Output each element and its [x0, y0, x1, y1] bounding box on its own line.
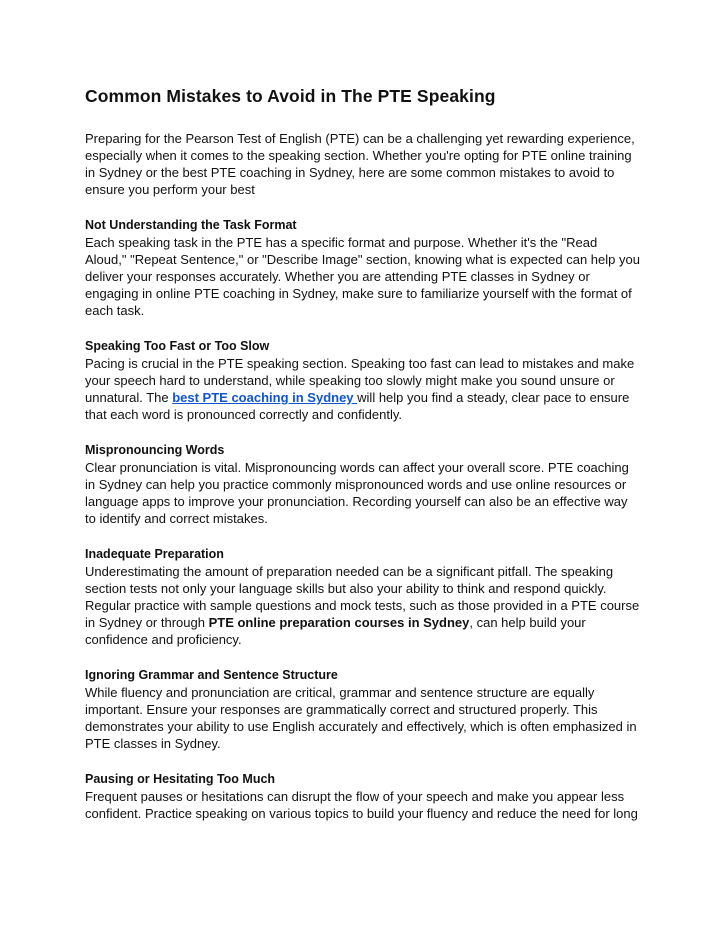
section-heading: Not Understanding the Task Format: [85, 218, 297, 232]
section-heading: Inadequate Preparation: [85, 547, 224, 561]
section-body-text: , can help build your confidence and proficiency.: [85, 615, 586, 647]
section-body: [85, 563, 640, 648]
intro-paragraph: Preparing for the Pearson Test of English (PTE) can be a challenging yet rewarding experience, especially when it comes to the speaking section. Whether you're opting for PTE online training in Sydney or the best PTE coaching in Sydney, here are some common mistakes to avoid to ensure you perform your best: [85, 131, 635, 197]
section-preparation: [85, 546, 640, 648]
bold-phrase: PTE online preparation courses in Sydney: [208, 615, 470, 630]
best-pte-coaching-link[interactable]: best PTE coaching in Sydney: [172, 390, 358, 405]
section-body: While fluency and pronunciation are critical, grammar and sentence structure are equally important. Ensure your responses are grammatically correct and structured properly. This demonstrates your ability to use English accurately and effectively, which is often emphasized in PTE classes in Sydney.: [85, 685, 637, 751]
section-body-text: will help you find a steady, clear pace to ensure that each word is pronounced correctly and confidently.: [85, 390, 630, 422]
section-grammar: [85, 667, 640, 752]
document-title: Common Mistakes to Avoid in The PTE Speaking: [85, 86, 496, 106]
section-body: Each speaking task in the PTE has a specific format and purpose. Whether it's the "Read Aloud," "Repeat Sentence," or "Describe Image" section, knowing what is expected can help you deliver your responses accurately. Whether you are attending PTE classes in Sydney or engaging in online PTE coaching in Sydney, make sure to familiarize yourself with the format of each task.: [85, 235, 640, 318]
section-heading: Mispronouncing Words: [85, 443, 225, 457]
section-speaking-pace: [85, 338, 640, 423]
section-body-text: Pacing is crucial in the PTE speaking section. Speaking too fast can lead to mistakes and make your speech hard to understand, while speaking too slowly might make you sound unsure or unnatural. The: [85, 356, 635, 405]
section-pausing: [85, 771, 640, 822]
section-mispronouncing: [85, 442, 640, 527]
section-body: Clear pronunciation is vital. Mispronouncing words can affect your overall score. PTE coaching in Sydney can help you practice commonly mispronounced words and use online resources or language apps to improve your pronunciation. Recording yourself can also be an effective way to identify and correct mistakes.: [85, 460, 629, 526]
section-heading: Ignoring Grammar and Sentence Structure: [85, 668, 338, 682]
section-heading: Pausing or Hesitating Too Much: [85, 772, 276, 786]
section-task-format: [85, 217, 640, 319]
section-body: [85, 355, 640, 423]
section-body: Frequent pauses or hesitations can disrupt the flow of your speech and make you appear less confident. Practice speaking on various topics to build your fluency and reduce the need for long: [85, 789, 638, 821]
section-body-text: Underestimating the amount of preparation needed can be a significant pitfall. The speaking section tests not only your language skills but also your ability to think and respond quickly. Regular practice with sample questions and mock tests, such as those provided in a PTE course in Sydney or through: [85, 564, 640, 630]
section-heading: Speaking Too Fast or Too Slow: [85, 339, 270, 353]
